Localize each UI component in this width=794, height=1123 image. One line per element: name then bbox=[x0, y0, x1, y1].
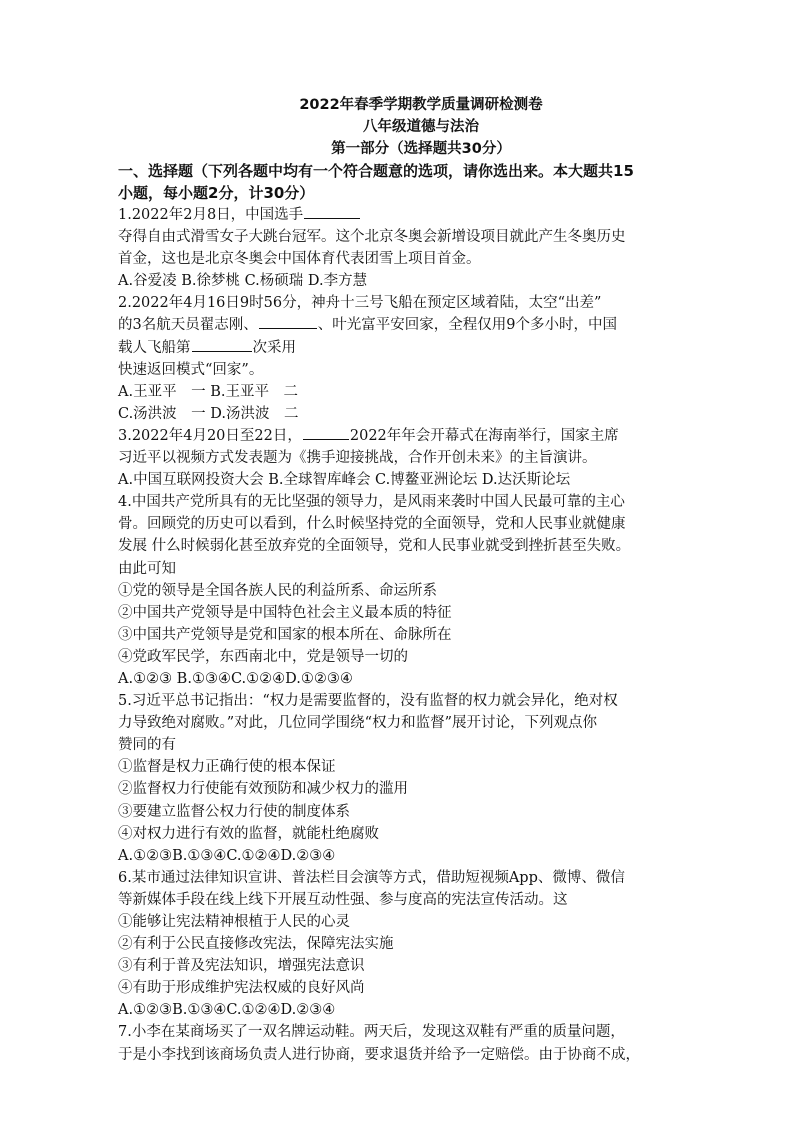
question-text: 骨。回顾党的历史可以看到，什么时候坚持党的全面领导，党和人民事业就健康 bbox=[118, 516, 626, 533]
question-text: 赞同的有 bbox=[118, 737, 176, 754]
question-text: 2022年年会开幕式在海南举行，国家主席 bbox=[349, 427, 619, 444]
question-5 bbox=[118, 690, 684, 867]
answer-options: A.王亚平 一 B.王亚平 二 bbox=[118, 383, 298, 400]
statement-item: ③要建立监督公权力行使的制度体系 bbox=[118, 803, 350, 820]
question-6 bbox=[118, 867, 684, 1022]
question-text: 次采用 bbox=[252, 339, 296, 356]
statement-item: ②中国共产党领导是中国特色社会主义最本质的特征 bbox=[118, 604, 452, 621]
section-heading-line1: 一、选择题（下列各题中均有一个符合题意的选项，请你选出来。本大题共15 bbox=[118, 162, 634, 180]
answer-options: A.①②③B.①③④C.①②④D.②③④ bbox=[118, 1002, 336, 1019]
statement-item: ④党政军民学，东西南北中，党是领导一切的 bbox=[118, 648, 408, 665]
question-4 bbox=[118, 491, 684, 690]
question-text: 习近平以视频方式发表题为《携手迎接挑战，合作开创未来》的主旨演讲。 bbox=[118, 450, 597, 467]
exam-title: 2022年春季学期教学质量调研检测卷 bbox=[299, 97, 543, 113]
question-7 bbox=[118, 1021, 684, 1065]
answer-blank bbox=[303, 438, 349, 440]
exam-page bbox=[118, 94, 684, 1066]
statement-item: ①党的领导是全国各族人民的利益所系、命运所系 bbox=[118, 582, 437, 599]
question-text: 力导致绝对腐败。”对此，几位同学围绕“权力和监督”展开讨论，下列观点你 bbox=[118, 715, 597, 732]
statement-item: ①监督是权力正确行使的根本保证 bbox=[118, 759, 336, 776]
question-text: 首金，这也是北京冬奥会中国体育代表团雪上项目首金。 bbox=[118, 251, 481, 268]
question-text: 快速返回模式“回家”。 bbox=[118, 361, 264, 378]
question-text: 1.2022年2月8日，中国选手 bbox=[118, 207, 304, 223]
question-text: 3.2022年4月20日至22日， bbox=[118, 427, 302, 444]
answer-blank bbox=[259, 327, 317, 329]
answer-options: A.中国互联网投资大会 B.全球智库峰会 C.博鳌亚洲论坛 D.达沃斯论坛 bbox=[118, 472, 571, 489]
question-2 bbox=[118, 292, 684, 425]
statement-item: ③中国共产党领导是党和国家的根本所在、命脉所在 bbox=[118, 626, 452, 643]
question-text: 7.小李在某商场买了一双名牌运动鞋。两天后，发现这双鞋有严重的质量问题， bbox=[118, 1024, 625, 1041]
question-text: 5.习近平总书记指出：“权力是需要监督的，没有监督的权力就会异化，绝对权 bbox=[118, 693, 618, 710]
question-3 bbox=[118, 425, 684, 491]
answer-blank bbox=[192, 350, 252, 352]
part-title: 第一部分（选择题共30分） bbox=[331, 141, 511, 157]
question-text: 、叶光富平安回家，全程仅用9个多小时，中国 bbox=[317, 317, 617, 334]
question-text: 的3名航天员翟志刚、 bbox=[118, 317, 258, 334]
statement-item: ④对权力进行有效的监督，就能杜绝腐败 bbox=[118, 825, 379, 842]
question-text: 载人飞船第 bbox=[118, 339, 191, 356]
statement-item: ②有利于公民直接修改宪法，保障宪法实施 bbox=[118, 936, 394, 953]
answer-options: A.①②③ B.①③④C.①②④D.①②③④ bbox=[118, 670, 353, 687]
question-text: 由此可知 bbox=[118, 560, 176, 577]
section-heading-line2: 小题，每小题2分，计30分） bbox=[118, 184, 315, 202]
question-text: 等新媒体手段在线上线下开展互动性强、参与度高的宪法宣传活动。这 bbox=[118, 891, 568, 908]
statement-item: ②监督权力行使能有效预防和减少权力的滥用 bbox=[118, 781, 408, 798]
question-text: 2.2022年4月16日9时56分，神舟十三号飞船在预定区域着陆，太空“出差” bbox=[118, 295, 602, 312]
answer-blank bbox=[304, 217, 360, 219]
question-text: 6.某市通过法律知识宣讲、普法栏目会演等方式，借助短视频App、微博、微信 bbox=[118, 869, 625, 886]
statement-item: ①能够让宪法精神根植于人民的心灵 bbox=[118, 914, 350, 930]
question-text: 4.中国共产党所具有的无比坚强的领导力，是风雨来袭时中国人民最可靠的主心 bbox=[118, 494, 625, 511]
question-text: 夺得自由式滑雪女子大跳台冠军。这个北京冬奥会新增设项目就此产生冬奥历史 bbox=[118, 229, 626, 246]
question-1 bbox=[118, 204, 684, 292]
answer-options: C.汤洪波 一 D.汤洪波 二 bbox=[118, 405, 299, 422]
answer-options: A.①②③B.①③④C.①②④D.②③④ bbox=[118, 847, 336, 864]
question-text: 发展 什么时候弱化甚至放弃党的全面领导，党和人民事业就受到挫折甚至失败。 bbox=[118, 538, 631, 555]
question-text: 于是小李找到该商场负责人进行协商，要求退货并给予一定赔偿。由于协商不成， bbox=[118, 1046, 640, 1063]
statement-item: ③有利于普及宪法知识，增强宪法意识 bbox=[118, 958, 365, 975]
subject-title: 八年级道德与法治 bbox=[363, 119, 479, 135]
answer-options: A.谷爱凌 B.徐梦桃 C.杨硕瑞 D.李方慧 bbox=[118, 273, 368, 290]
statement-item: ④有助于形成维护宪法权威的良好风尚 bbox=[118, 980, 365, 997]
